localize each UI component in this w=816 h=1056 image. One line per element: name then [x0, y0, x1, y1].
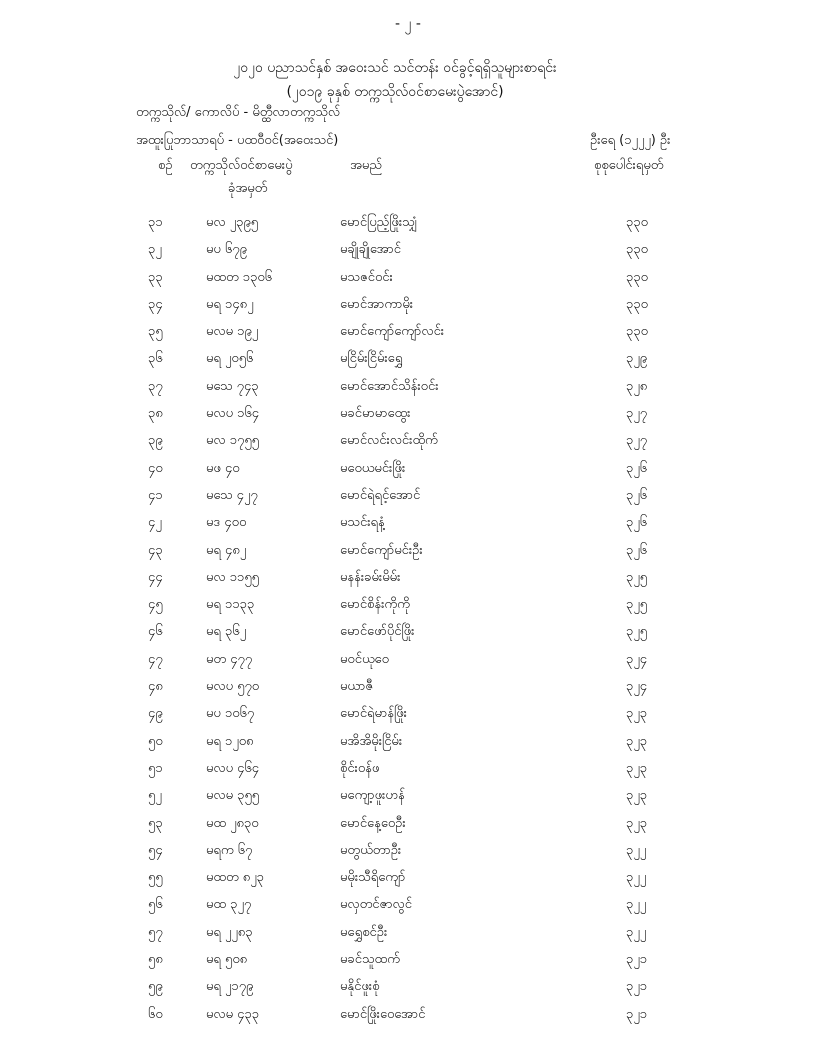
- table-row: [0, 456, 816, 483]
- roll-number: မလ ၁၁၅၅: [206, 569, 259, 585]
- row-number: ၃၂: [148, 242, 162, 258]
- table-row: [0, 428, 816, 455]
- total-marks: ၃၂၆: [626, 460, 648, 476]
- student-name: မချိုချိုအောင်: [340, 242, 401, 258]
- roll-number: မပ ၁၀၆၇: [206, 706, 255, 722]
- subject-line: အထူးပြုဘာသာရပ် - ပထဝီဝင်(အဝေးသင်): [136, 133, 339, 148]
- table-row: [0, 401, 816, 428]
- row-number: ၅၈: [148, 952, 163, 968]
- row-number: ၄၂: [148, 515, 162, 531]
- roll-number: မရ ၁၂၀၈: [206, 733, 254, 749]
- header-no: စဉ်: [158, 158, 173, 173]
- roll-number: မလမ ၃၅၅: [206, 788, 260, 804]
- student-name: မောင်ပြည့်ဖြိုးသျှံ: [340, 215, 418, 230]
- table-row: [0, 647, 816, 674]
- row-number: ၃၄: [148, 296, 163, 312]
- total-marks: ၃၂၁: [626, 1006, 648, 1022]
- roll-number: မတ ၄၇၇: [206, 651, 253, 667]
- document-title: ၂၀၂၀ ပညာသင်နှစ် အဝေးသင် သင်တန်း ဝင်ခွင့်ရရှိသူများစာရင်း: [233, 60, 557, 76]
- student-name: မခင်သူထက်: [340, 952, 400, 968]
- roll-number: မရ ၁၄၈၂: [206, 296, 254, 312]
- total-marks: ၃၂၃: [626, 815, 648, 831]
- roll-number: မသေ ၄၂၇: [206, 487, 258, 503]
- roll-number: မရ ၃၆၂: [206, 624, 247, 640]
- table-row: [0, 319, 816, 346]
- total-marks: ၃၂၄: [626, 651, 648, 667]
- row-number: ၄၀: [148, 460, 163, 476]
- student-name: မဝေယမင်းဖြိုး: [340, 460, 406, 476]
- student-name: စိုင်းဝန်ဖ: [340, 760, 380, 776]
- total-marks: ၃၂၂: [626, 897, 647, 913]
- roll-number: မလပ ၅၇၀: [206, 679, 260, 695]
- table-row: [0, 292, 816, 319]
- roll-number: မလ ၁၇၅၅: [206, 433, 259, 449]
- student-name: မောင်နေ့ဝေဦး: [340, 815, 406, 831]
- roll-number: မဒ ၄၀၀: [206, 515, 247, 531]
- total-marks: ၃၃၀: [626, 324, 648, 340]
- row-number: ၅၉: [148, 979, 163, 995]
- roll-number: မရ ၅၀၈: [206, 952, 248, 968]
- student-name: မမိုးသီရိကျော်: [340, 870, 406, 886]
- student-name: မောင်လင်းလင်းထိုက်: [340, 433, 438, 449]
- total-marks: ၃၂၁: [626, 979, 648, 995]
- table-row: [0, 811, 816, 838]
- roll-number: မထတ ၈၂၃: [206, 870, 264, 886]
- table-row: [0, 538, 816, 565]
- total-marks: ၃၂၅: [626, 624, 648, 640]
- page-number: - ၂ -: [395, 16, 421, 32]
- table-row: [0, 974, 816, 1001]
- total-marks: ၃၂၇: [626, 406, 648, 422]
- row-number: ၅၇: [148, 924, 163, 940]
- header-roll-number: တက္ကသိုလ်ဝင်စာမေးပွဲ: [190, 158, 293, 173]
- row-number: ၃၁: [148, 215, 163, 230]
- student-name: မသဇင်ဝင်း: [340, 269, 393, 285]
- header-marks: စုစုပေါင်းရမှတ်: [594, 158, 664, 173]
- student-name: မကျော့ဖူးဟန်: [340, 788, 405, 804]
- total-marks: ၃၂၆: [626, 515, 648, 531]
- table-row: [0, 865, 816, 892]
- row-number: ၅၆: [148, 897, 163, 913]
- total-marks: ၃၃၀: [626, 296, 648, 312]
- total-marks: ၃၂၅: [626, 569, 648, 585]
- row-number: ၅၀: [148, 733, 163, 749]
- table-row: [0, 265, 816, 292]
- table-row: [0, 756, 816, 783]
- table-row: [0, 838, 816, 865]
- total-marks: ၃၂၂: [626, 924, 647, 940]
- total-marks: ၃၂၃: [626, 760, 648, 776]
- student-name: မလှတင်ဇာလွင်: [340, 897, 412, 913]
- student-name: မသင်းရနံ့: [340, 515, 385, 531]
- student-name: မောင်ကျော်ကျော်လင်း: [340, 324, 445, 340]
- roll-number: မရ ၂၂၈၃: [206, 924, 253, 940]
- header-roll-number-line2: ခုံအမှတ်: [228, 181, 268, 196]
- total-marks: ၃၂၈: [626, 378, 648, 394]
- table-row: [0, 237, 816, 264]
- student-name: မောင်ရဲရင့်အောင်: [340, 487, 421, 503]
- total-marks: ၃၂၂: [626, 842, 647, 858]
- roll-number: မသေ ၇၄၃: [206, 378, 259, 394]
- student-name: မောင်အောင်သိန်းဝင်း: [340, 378, 439, 394]
- total-marks: ၃၂၃: [626, 706, 648, 722]
- student-name: မခင်မာမာထွေး: [340, 406, 411, 422]
- student-name: မောင်ဖြိုးဝေအောင်: [340, 1006, 426, 1022]
- total-marks: ၃၂၆: [626, 542, 648, 558]
- table-row: [0, 1002, 816, 1029]
- total-count: ဦးရေ (၁၂၂၂) ဦး: [590, 133, 671, 148]
- total-marks: ၃၂၃: [626, 733, 648, 749]
- roll-number: မရ ၄၈၂: [206, 542, 247, 558]
- roll-number: မလပ ၁၆၄: [206, 406, 260, 422]
- student-name: မောင်ရဲမာန်ဖြိုး: [340, 706, 407, 722]
- student-name: မနိုင်ဖူးစုံ: [340, 979, 380, 995]
- student-name: မောင်စိန်းကိုကို: [340, 597, 410, 613]
- row-number: ၃၇: [148, 378, 163, 394]
- roll-number: မလမ ၄၃၃: [206, 1006, 260, 1022]
- row-number: ၃၉: [148, 433, 163, 449]
- table-row: [0, 346, 816, 373]
- roll-number: မထ ၂၈၃၀: [206, 815, 259, 831]
- student-name: မတွယ်တာဦး: [340, 842, 402, 858]
- row-number: ၄၅: [148, 597, 163, 613]
- student-name: မနန်းခမ်းမိမ်း: [340, 569, 401, 585]
- table-row: [0, 374, 816, 401]
- roll-number: မဖ ၄၀: [206, 460, 240, 476]
- table-row: [0, 729, 816, 756]
- row-number: ၄၄: [148, 569, 163, 585]
- total-marks: ၃၃၀: [626, 215, 648, 230]
- row-number: ၄၉: [148, 706, 163, 722]
- roll-number: မလပ ၄၆၄: [206, 760, 260, 776]
- document-subtitle: (၂၀၁၉ ခုနှစ် တက္ကသိုလ်ဝင်စာမေးပွဲအောင်): [286, 84, 504, 100]
- row-number: ၆၀: [148, 1006, 163, 1022]
- total-marks: ၃၃၀: [626, 269, 648, 285]
- row-number: ၃၅: [148, 324, 163, 340]
- row-number: ၄၇: [148, 651, 163, 667]
- table-row: [0, 892, 816, 919]
- table-row: [0, 701, 816, 728]
- student-name: မယာဇီ: [340, 679, 374, 695]
- row-number: ၄၃: [148, 542, 163, 558]
- table-row: [0, 920, 816, 947]
- table-row: [0, 619, 816, 646]
- row-number: ၄၆: [148, 624, 163, 640]
- student-name: မောင်အာကာမိုး: [340, 296, 414, 312]
- student-name: မရွှေစင်ဦး: [340, 924, 388, 940]
- table-row: [0, 674, 816, 701]
- university-line: တက္ကသိုလ်/ ကောလိပ် - မိတ္ထီလာတက္ကသိုလ်: [136, 105, 341, 120]
- total-marks: ၃၂၄: [626, 679, 648, 695]
- table-row: [0, 210, 816, 237]
- table-row: [0, 947, 816, 974]
- row-number: ၅၁: [148, 760, 163, 776]
- total-marks: ၃၂၃: [626, 788, 648, 804]
- row-number: ၃၃: [148, 269, 163, 285]
- total-marks: ၃၂၂: [626, 870, 647, 886]
- row-number: ၃၈: [148, 406, 163, 422]
- total-marks: ၃၂၅: [626, 597, 648, 613]
- student-name: မောင်ကျော်မင်းဦး: [340, 542, 423, 558]
- total-marks: ၃၂၁: [626, 952, 648, 968]
- roll-number: မရ ၂၀၅၆: [206, 351, 254, 367]
- total-marks: ၃၃၀: [626, 242, 648, 258]
- student-name: မဝင်ယုဝေ: [340, 651, 389, 667]
- roll-number: မထတ ၁၃၀၆: [206, 269, 273, 285]
- roll-number: မထ ၃၂၇: [206, 897, 252, 913]
- roll-number: မရ ၂၁၇၉: [206, 979, 254, 995]
- roll-number: မရက ၆၇: [206, 842, 253, 858]
- table-row: [0, 565, 816, 592]
- results-list: [0, 210, 816, 1029]
- roll-number: မပ ၆၇၉: [206, 242, 247, 258]
- roll-number: မလမ ၁၉၂: [206, 324, 259, 340]
- table-row: [0, 592, 816, 619]
- roll-number: မလ ၂၃၉၅: [206, 215, 259, 230]
- roll-number: မရ ၁၁၃၃: [206, 597, 255, 613]
- student-name: မအိအိမိုးငြိမ်း: [340, 733, 403, 749]
- table-row: [0, 483, 816, 510]
- row-number: ၄၈: [148, 679, 163, 695]
- header-name: အမည်: [350, 158, 382, 173]
- total-marks: ၃၂၉: [626, 351, 648, 367]
- row-number: ၅၃: [148, 815, 163, 831]
- total-marks: ၃၂၆: [626, 487, 648, 503]
- table-row: [0, 783, 816, 810]
- row-number: ၅၄: [148, 842, 163, 858]
- table-row: [0, 510, 816, 537]
- student-name: မောင်ဖော်ပိုင်ဖြိုး: [340, 624, 415, 640]
- row-number: ၃၆: [148, 351, 163, 367]
- row-number: ၅၅: [148, 870, 163, 886]
- row-number: ၅၂: [148, 788, 162, 804]
- total-marks: ၃၂၇: [626, 433, 648, 449]
- row-number: ၄၁: [148, 487, 163, 503]
- student-name: မငြိမ်းငြိမ်းရွှေ: [340, 351, 403, 367]
